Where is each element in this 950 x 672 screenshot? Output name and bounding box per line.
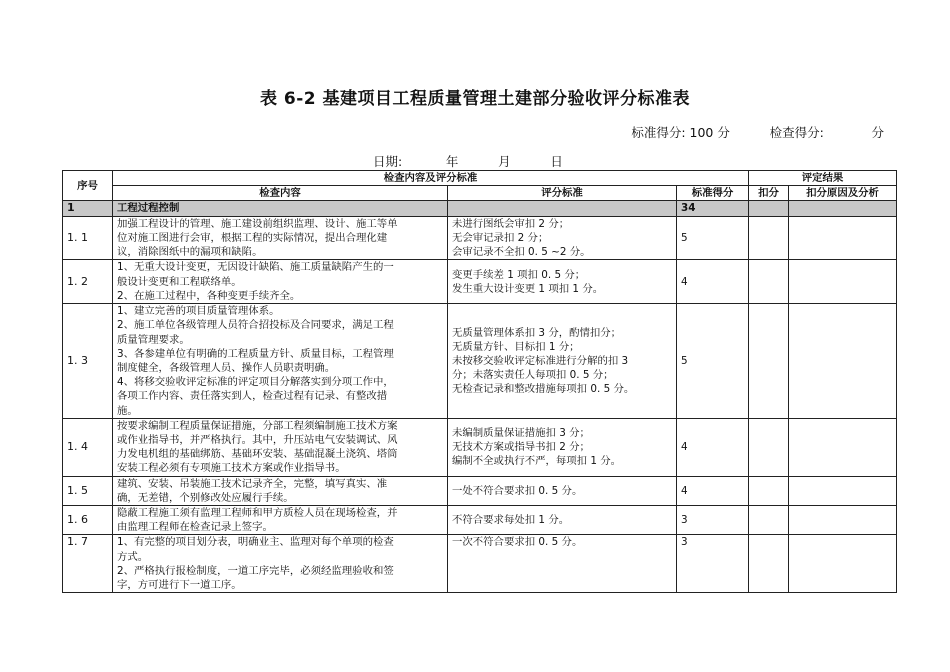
row-criteria: 变更手续差 1 项扣 0. 5 分； 发生重大设计变更 1 项扣 1 分。 <box>448 260 677 304</box>
section-no: 1 <box>63 201 113 216</box>
date-line: 日期: 年 月 日 <box>373 154 563 169</box>
row-content: 加强工程设计的管理、施工建设前组织监理、设计、施工等单 位对施工图进行会审，根据工程的实际情况，提出合理化建 议，消除图纸中的漏项和缺陷。 <box>113 216 448 260</box>
row-score: 3 <box>677 506 749 535</box>
header-seq: 序号 <box>63 171 113 201</box>
row-deduct <box>749 418 789 476</box>
row-criteria: 不符合要求每处扣 1 分。 <box>448 506 677 535</box>
evaluation-table <box>62 170 897 593</box>
row-no: 1. 4 <box>63 418 113 476</box>
row-score: 5 <box>677 216 749 260</box>
table-row <box>63 506 897 535</box>
header-content-group: 检查内容及评分标准 <box>113 171 749 186</box>
row-no: 1. 5 <box>63 476 113 505</box>
table-subheader-row <box>63 186 897 201</box>
row-criteria: 一处不符合要求扣 0. 5 分。 <box>448 476 677 505</box>
row-deduct <box>749 304 789 419</box>
table-row <box>63 418 897 476</box>
row-no: 1. 2 <box>63 260 113 304</box>
row-reason <box>789 418 897 476</box>
section-row <box>63 201 897 216</box>
row-reason <box>789 304 897 419</box>
row-criteria: 未编制质量保证措施扣 3 分； 无技术方案或指导书扣 2 分； 编制不全或执行不严，每项扣 1 分。 <box>448 418 677 476</box>
row-criteria: 无质量管理体系扣 3 分，酌情扣分； 无质量方针、目标扣 1 分； 未按移交验收评定标准进行分解的扣 3 分；未落实责任人每项扣 0. 5 分； 无检查记录和整改措施每项扣 0. 5 分。 <box>448 304 677 419</box>
row-content: 按要求编制工程质量保证措施，分部工程须编制施工技术方案 或作业指导书，并严格执行。其中，升压站电气安装调试、风 力发电机组的基础绑筋、基础环安装、基础混凝土浇筑、塔筒 安装工程必须有专项施工技术方案或作业指导书。 <box>113 418 448 476</box>
row-no: 1. 1 <box>63 216 113 260</box>
header-content: 检查内容 <box>113 186 448 201</box>
row-reason <box>789 216 897 260</box>
row-content: 隐蔽工程施工须有监理工程师和甲方质检人员在现场检查，并 由监理工程师在检查记录上签字。 <box>113 506 448 535</box>
row-deduct <box>749 506 789 535</box>
table-row <box>63 304 897 419</box>
row-deduct <box>749 260 789 304</box>
table-row <box>63 216 897 260</box>
row-score: 5 <box>677 304 749 419</box>
row-deduct <box>749 476 789 505</box>
section-name: 工程过程控制 <box>113 201 448 216</box>
row-reason <box>789 535 897 593</box>
page-title: 表 6-2 基建项目工程质量管理土建部分验收评分标准表 <box>259 89 691 109</box>
row-deduct <box>749 535 789 593</box>
row-content: 1、无重大设计变更，无因设计缺陷、施工质量缺陷产生的一 般设计变更和工程联络单。 2、在施工过程中，各种变更手续齐全。 <box>113 260 448 304</box>
row-reason <box>789 260 897 304</box>
row-score: 4 <box>677 260 749 304</box>
row-score: 3 <box>677 535 749 593</box>
table-row <box>63 476 897 505</box>
row-no: 1. 6 <box>63 506 113 535</box>
header-result-group: 评定结果 <box>749 171 897 186</box>
row-score: 4 <box>677 418 749 476</box>
row-deduct <box>749 216 789 260</box>
row-content: 1、建立完善的项目质量管理体系。 2、施工单位各级管理人员符合招投标及合同要求，满足工程 质量管理要求。 3、各参建单位有明确的工程质量方针、质量目标，工程管理 制度健全，各级管理人员、操作人员职责明确。 4、将移交验收评定标准的评定项目分解落实到分项工作中， 各项工作内容、责任落实到人，检查过程有记录、有整改措 施。 <box>113 304 448 419</box>
standard-score-line: 标准得分: 100 分 检查得分: 分 <box>631 125 884 140</box>
row-no: 1. 7 <box>63 535 113 593</box>
table-row <box>63 260 897 304</box>
header-deduct: 扣分 <box>749 186 789 201</box>
header-criteria: 评分标准 <box>448 186 677 201</box>
header-std-score: 标准得分 <box>677 186 749 201</box>
table-row <box>63 535 897 593</box>
row-criteria: 一次不符合要求扣 0. 5 分。 <box>448 535 677 593</box>
row-criteria: 未进行图纸会审扣 2 分； 无会审记录扣 2 分； 会审记录不全扣 0. 5 ~2 分。 <box>448 216 677 260</box>
row-content: 1、有完整的项目划分表，明确业主、监理对每个单项的检查 方式。 2、严格执行报检制度，一道工序完毕，必须经监理验收和签 字，方可进行下一道工序。 <box>113 535 448 593</box>
row-content: 建筑、安装、吊装施工技术记录齐全，完整，填写真实、准 确，无差错，个别修改处应履行手续。 <box>113 476 448 505</box>
row-reason <box>789 476 897 505</box>
table-header-row <box>63 171 897 186</box>
row-no: 1. 3 <box>63 304 113 419</box>
section-score: 34 <box>677 201 749 216</box>
row-score: 4 <box>677 476 749 505</box>
header-reason: 扣分原因及分析 <box>789 186 897 201</box>
row-reason <box>789 506 897 535</box>
